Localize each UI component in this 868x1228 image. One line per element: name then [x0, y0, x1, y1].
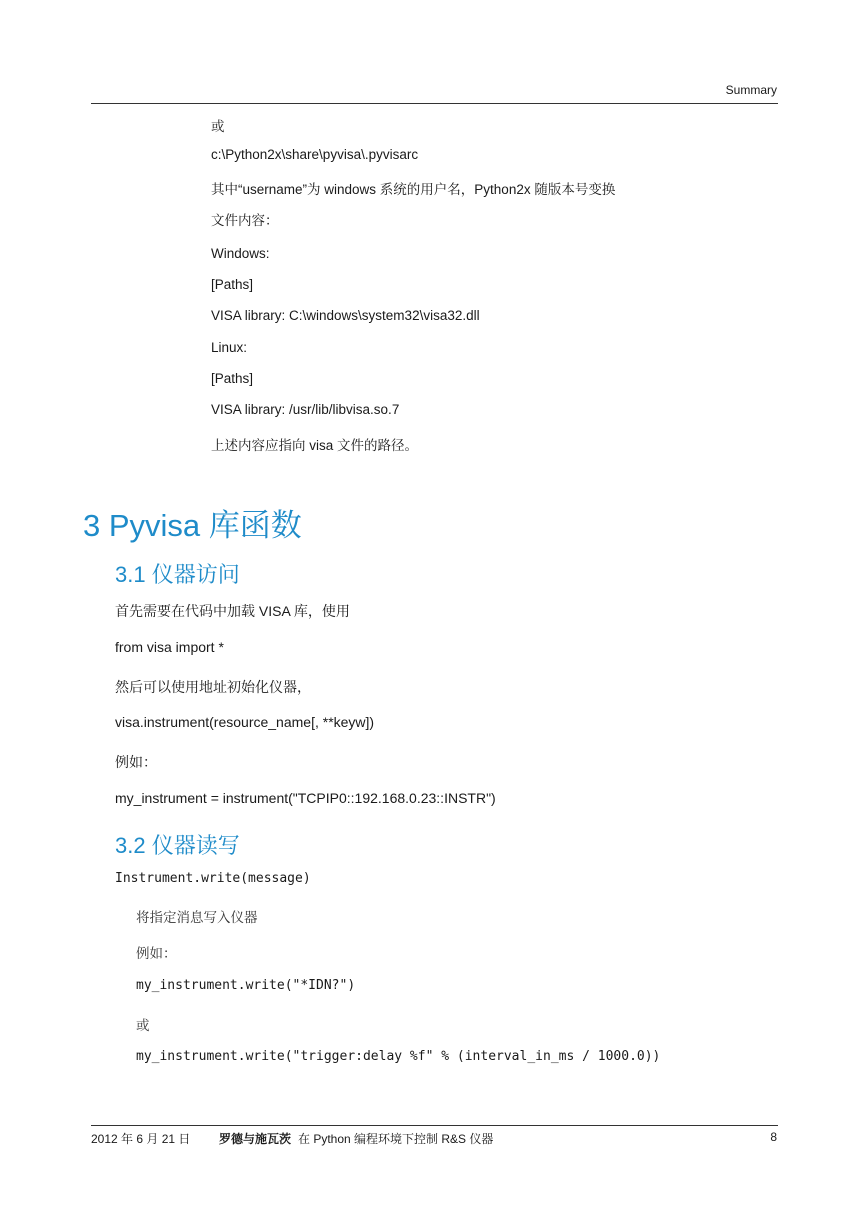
text-line: [Paths] — [211, 277, 254, 292]
footer-doc-title: 在 Python 编程环境下控制 R&S 仪器 — [298, 1132, 494, 1146]
text-line: VISA library: C:\windows\system32\visa32.dll — [211, 308, 480, 323]
code-line: visa.instrument(resource_name[, **keyw]) — [115, 714, 375, 730]
config-path: c:\Python2x\share\pyvisa\.pyvisarc — [211, 147, 419, 162]
text-line: VISA library: /usr/lib/libvisa.so.7 — [211, 402, 400, 417]
text-line: 文件内容： — [211, 213, 279, 228]
text-line: [Paths] — [211, 371, 254, 386]
text-line: 或 — [136, 1018, 150, 1033]
chapter-heading: 3 Pyvisa 库函数 — [83, 508, 302, 543]
text-line: 上述内容应指向 visa 文件的路径。 — [211, 438, 419, 453]
running-header: Summary — [725, 83, 777, 97]
text-line: Linux: — [211, 340, 248, 355]
footer-date: 2012 年 6 月 21 日 — [91, 1132, 191, 1146]
text-line: 例如： — [136, 946, 177, 961]
text-line: 例如： — [115, 754, 157, 770]
text-line: 其中“username”为 windows 系统的用户名，Python2x 随版本号变换 — [211, 182, 616, 197]
code-line: from visa import * — [115, 639, 224, 655]
text-line: 或 — [211, 119, 225, 134]
text-line: Windows: — [211, 246, 270, 261]
section-heading-3-1: 3.1 仪器访问 — [115, 562, 240, 587]
text-line: 然后可以使用地址初始化仪器， — [115, 679, 311, 695]
text-line: 将指定消息写入仪器 — [136, 910, 258, 925]
section-heading-3-2: 3.2 仪器读写 — [115, 833, 240, 858]
footer-company: 罗德与施瓦茨 — [219, 1132, 292, 1146]
text-line: 首先需要在代码中加载 VISA 库，使用 — [115, 603, 350, 619]
method-signature: Instrument.write(message) — [115, 871, 311, 886]
code-line: my_instrument.write("*IDN?") — [136, 978, 356, 993]
footer-rule — [91, 1125, 778, 1126]
page-number: 8 — [770, 1130, 777, 1144]
header-rule — [91, 103, 778, 104]
code-line: my_instrument.write("trigger:delay %f" % (interval_in_ms / 1000.0)) — [136, 1049, 661, 1064]
code-line: my_instrument = instrument("TCPIP0::192.168.0.23::INSTR") — [115, 790, 496, 806]
